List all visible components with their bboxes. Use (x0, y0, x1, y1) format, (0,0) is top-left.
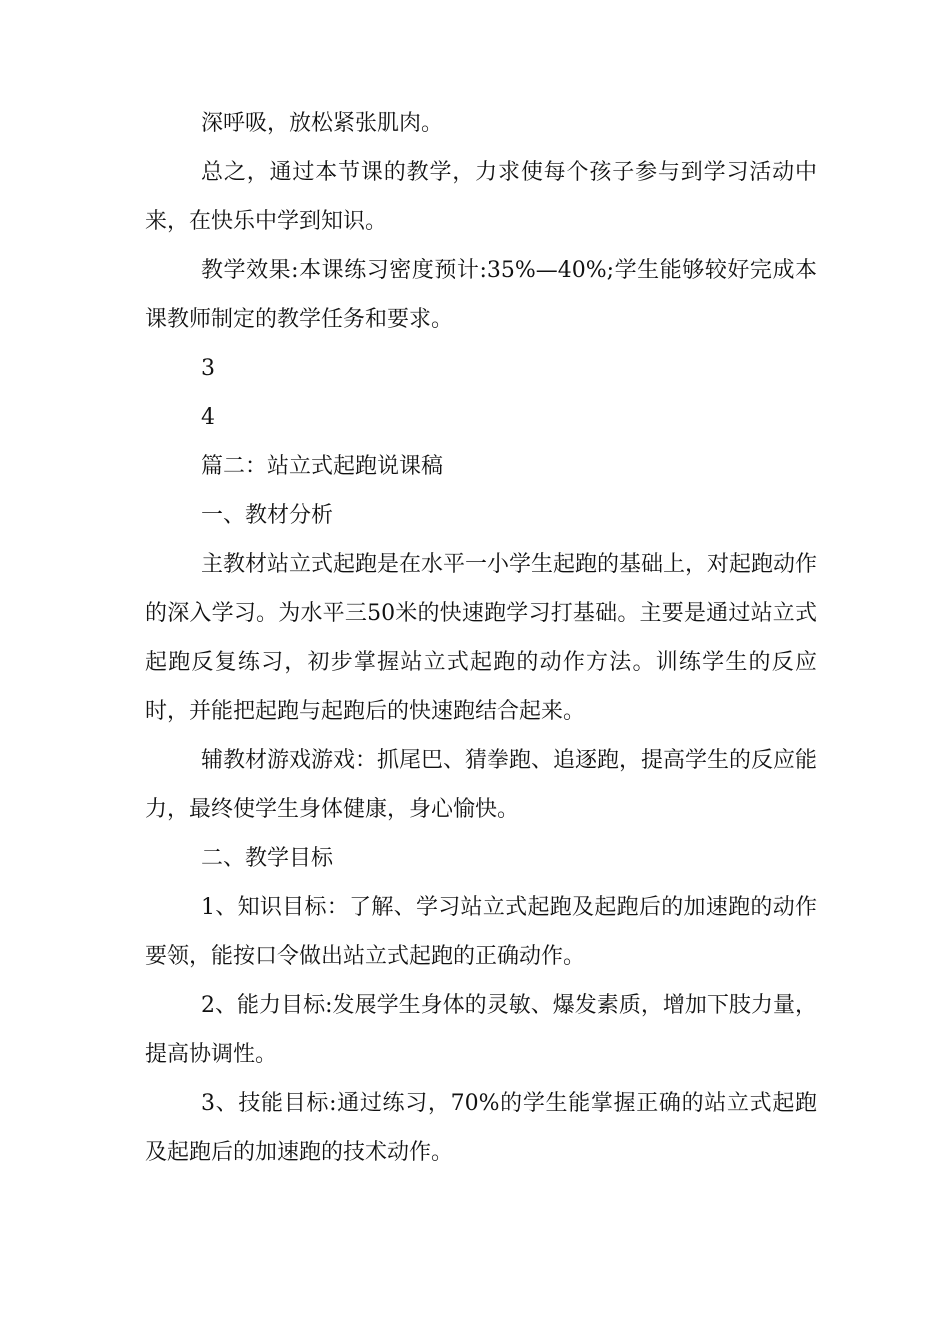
heading-teaching-goals: 二、教学目标 (201, 846, 334, 871)
paragraph-teaching-effect: 教学效果:本课练习密度预计:35%—40%;学生能够较好完成本课教师制定的教学任务和要求。 (145, 258, 817, 332)
document-body (145, 99, 817, 1177)
paragraph-summary: 总之，通过本节课的教学，力求使每个孩子参与到学习活动中来，在快乐中学到知识。 (145, 160, 817, 234)
section-title-part-two: 篇二：站立式起跑说课稿 (201, 454, 444, 479)
paragraph-breathing: 深呼吸，放松紧张肌肉。 (201, 111, 444, 136)
page-number-4: 4 (201, 405, 215, 430)
paragraph-auxiliary-material: 辅教材游戏游戏：抓尾巴、猜拳跑、追逐跑，提高学生的反应能力，最终使学生身体健康，身心愉快。 (145, 748, 818, 822)
page-number-3: 3 (201, 356, 215, 381)
heading-material-analysis: 一、教材分析 (201, 503, 334, 528)
paragraph-skill-goal: 3、技能目标:通过练习，70%的学生能掌握正确的站立式起跑及起跑后的加速跑的技术动作。 (145, 1091, 817, 1165)
paragraph-main-material: 主教材站立式起跑是在水平一小学生起跑的基础上，对起跑动作的深入学习。为水平三50米的快速跑学习打基础。主要是通过站立式起跑反复练习，初步掌握站立式起跑的动作方法。训练学生的反应时，并能把起跑与起跑后的快速跑结合起来。 (145, 552, 818, 724)
paragraph-knowledge-goal: 1、知识目标：了解、学习站立式起跑及起跑后的加速跑的动作要领，能按口令做出站立式起跑的正确动作。 (145, 895, 817, 969)
paragraph-ability-goal: 2、能力目标:发展学生身体的灵敏、爆发素质，增加下肢力量，提高协调性。 (145, 993, 817, 1067)
